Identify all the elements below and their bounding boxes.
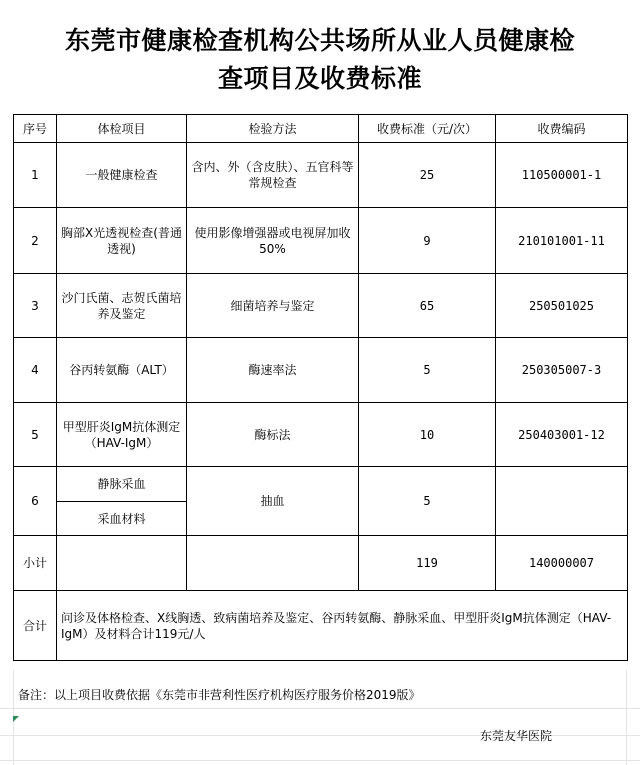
subtotal-code: 140000007 xyxy=(496,536,628,591)
table-row xyxy=(14,467,628,502)
row-code: 250501025 xyxy=(496,274,628,338)
header-cell-item: 体检项目 xyxy=(57,115,187,143)
row-item: 甲型肝炎IgM抗体测定（HAV-IgM） xyxy=(57,403,187,467)
title-line-2: 查项目及收费标准 xyxy=(217,64,422,93)
row-method: 抽血 xyxy=(187,467,359,536)
header-row xyxy=(14,115,628,143)
header-cell-no: 序号 xyxy=(14,115,57,143)
subtotal-row xyxy=(14,536,628,591)
table-row xyxy=(14,338,628,403)
cell-comment-marker xyxy=(13,716,19,722)
row-method: 细菌培养与鉴定 xyxy=(187,274,359,338)
row-no: 3 xyxy=(14,274,57,338)
row-code: 210101001-11 xyxy=(496,208,628,274)
row-method: 使用影像增强器或电视屏加收50% xyxy=(187,208,359,274)
table-row xyxy=(14,208,628,274)
sheet-gridline xyxy=(626,670,627,765)
header-cell-fee: 收费标准（元/次） xyxy=(359,115,496,143)
row-code: 250305007-3 xyxy=(496,338,628,403)
total-row xyxy=(14,591,628,661)
subtotal-fee: 119 xyxy=(359,536,496,591)
row-item-venous-blood: 静脉采血 xyxy=(57,467,187,502)
subtotal-label: 小计 xyxy=(14,536,57,591)
subtotal-empty xyxy=(187,536,359,591)
row-no: 1 xyxy=(14,143,57,208)
row-no: 6 xyxy=(14,467,57,536)
row-fee: 9 xyxy=(359,208,496,274)
row-code: 110500001-1 xyxy=(496,143,628,208)
row-item-blood-material: 采血材料 xyxy=(57,502,187,536)
row-fee: 25 xyxy=(359,143,496,208)
sheet-gridline xyxy=(0,708,640,709)
row-no: 4 xyxy=(14,338,57,403)
header-cell-method: 检验方法 xyxy=(187,115,359,143)
row-method: 酶标法 xyxy=(187,403,359,467)
fee-table xyxy=(13,114,628,661)
header-cell-code: 收费编码 xyxy=(496,115,628,143)
document-title xyxy=(10,22,630,98)
row-code xyxy=(496,467,628,536)
row-item: 谷丙转氨酶（ALT） xyxy=(57,338,187,403)
row-method: 酶速率法 xyxy=(187,338,359,403)
remark-note: 备注：以上项目收费依据《东莞市非营利性医疗机构医疗服务价格2019版》 xyxy=(18,688,421,702)
row-fee: 5 xyxy=(359,467,496,536)
row-no: 2 xyxy=(14,208,57,274)
table-row xyxy=(14,143,628,208)
row-item: 沙门氏菌、志贺氏菌培养及鉴定 xyxy=(57,274,187,338)
subtotal-empty xyxy=(57,536,187,591)
row-fee: 5 xyxy=(359,338,496,403)
total-description: 问诊及体格检查、X线胸透、致病菌培养及鉴定、谷丙转氨酶、静脉采血、甲型肝炎IgM抗体测定（HAV-IgM）及材料合计119元/人 xyxy=(57,591,628,661)
row-no: 5 xyxy=(14,403,57,467)
row-fee: 10 xyxy=(359,403,496,467)
sheet-gridline xyxy=(0,760,640,761)
table-row xyxy=(14,403,628,467)
title-line-1: 东莞市健康检查机构公共场所从业人员健康检 xyxy=(64,26,575,55)
table-row xyxy=(14,274,628,338)
row-fee: 65 xyxy=(359,274,496,338)
row-item: 胸部X光透视检查(普通透视) xyxy=(57,208,187,274)
hospital-name: 东莞友华医院 xyxy=(480,729,553,743)
row-method: 含内、外（含皮肤）、五官科等常规检查 xyxy=(187,143,359,208)
row-code: 250403001-12 xyxy=(496,403,628,467)
row-item: 一般健康检查 xyxy=(57,143,187,208)
total-label: 合计 xyxy=(14,591,57,661)
